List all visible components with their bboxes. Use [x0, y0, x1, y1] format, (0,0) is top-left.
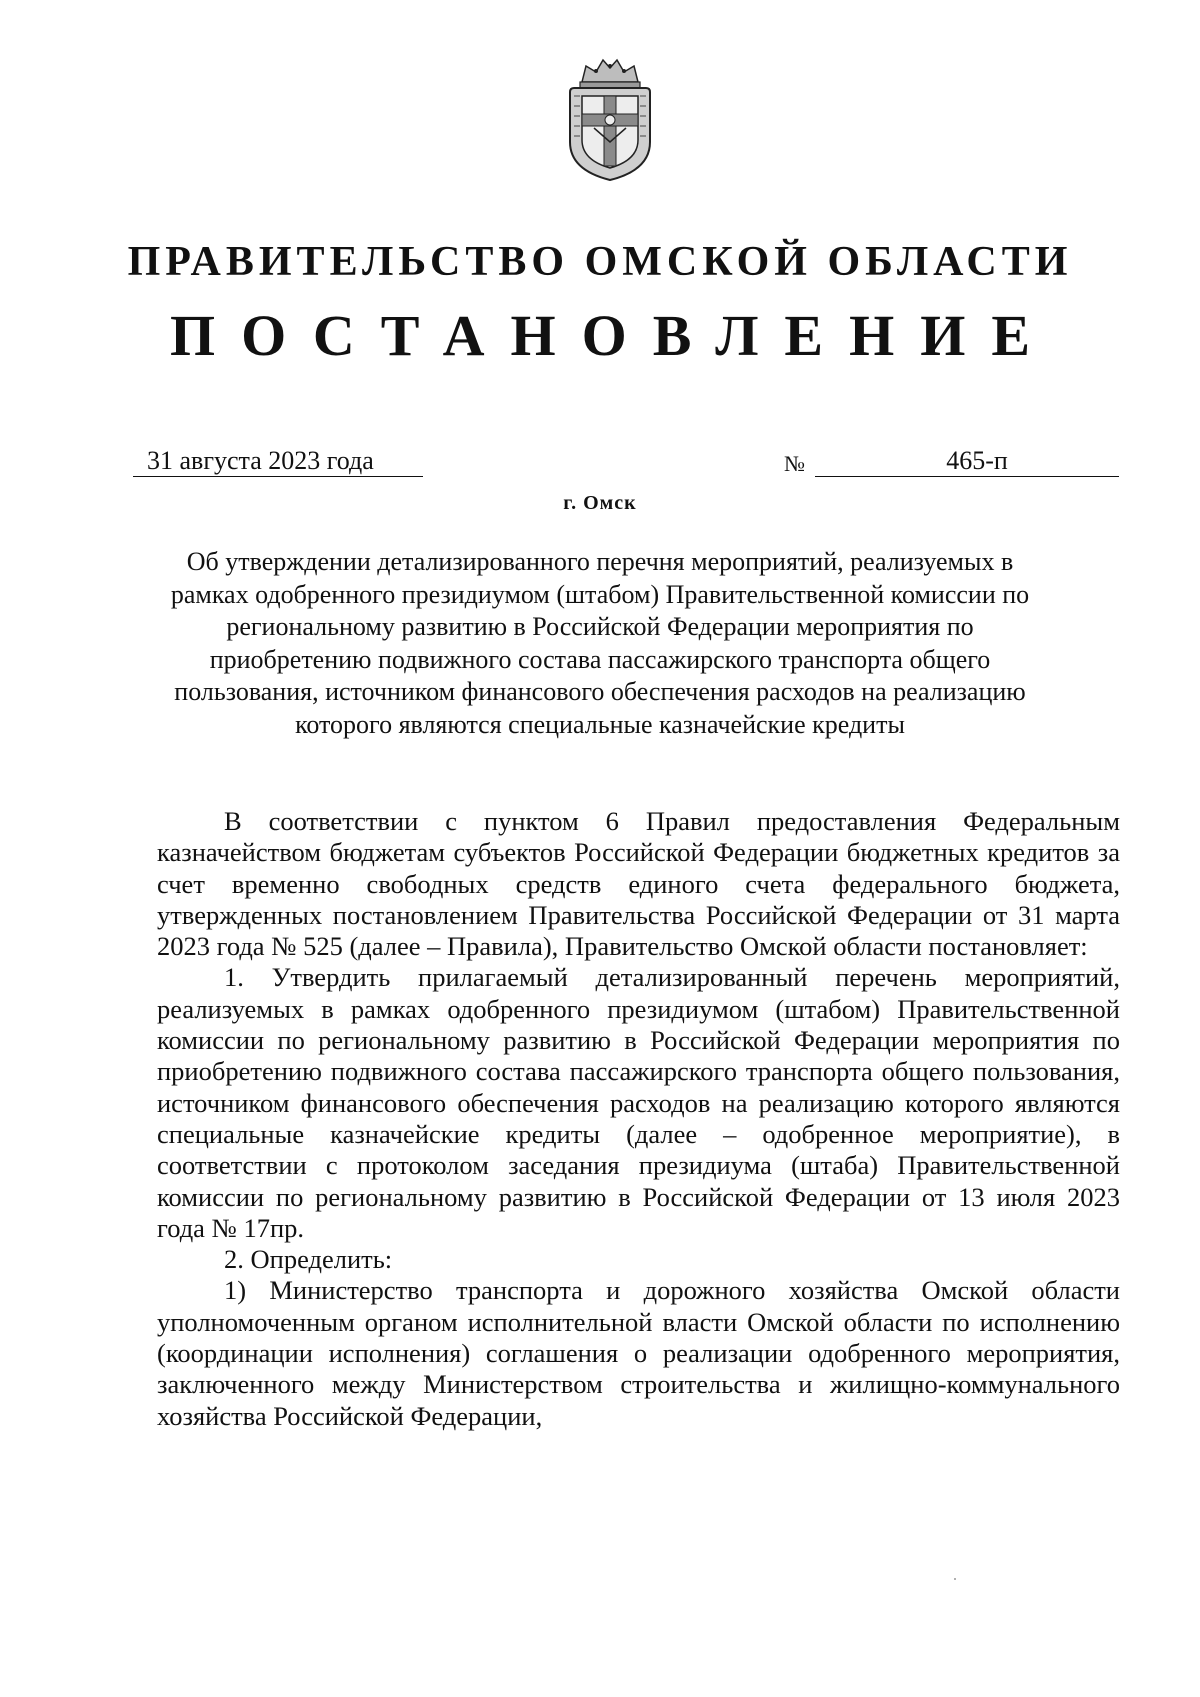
clause-2-item-1-paragraph: 1) Министерство транспорта и дорожного хозяйства Омской области уполномоченным органом исполнительной власти Омской области по исполнению (координации исполнения) соглашения о реализации одобренного мероприятия, заключенного между Министерством строительства и жилищно-коммунального хозяйства Российской Федерации, — [157, 1275, 1120, 1431]
document-date: 31 августа 2023 года — [133, 446, 423, 477]
document-number: 465-п — [815, 446, 1119, 477]
city-label: г. Омск — [563, 492, 637, 514]
preamble-paragraph: В соответствии с пунктом 6 Правил предоставления Федеральным казначейством бюджетам субъектов Российской Федерации бюджетных кредитов за счет временно свободных средств единого счета федерального бюджета, утвержденных постановлением Правительства Российской Федерации от 31 марта 2023 года № 525 (далее – Правила), Правительство Омской области постановляет: — [157, 806, 1120, 962]
coat-of-arms-icon — [560, 52, 660, 184]
document-subject: Об утверждении детализированного перечня мероприятий, реализуемых в рамках одобренного президиумом (штабом) Правительственной комиссии по региональному развитию в Российской Федерации мероприятия по приобретению подвижного состава пассажирского транспорта общего пользования, источником финансового обеспечения расходов на реализацию которого являются специальные казначейские кредиты — [170, 547, 1030, 739]
clause-1-paragraph: 1. Утвердить прилагаемый детализированный перечень мероприятий, реализуемых в рамках одобренного президиумом (штабом) Правительственной комиссии по региональному развитию в Российской Федерации мероприятия по приобретению подвижного состава пассажирского транспорта общего пользования, источником финансового обеспечения расходов на реализацию которого являются специальные казначейские кредиты (далее – одобренное мероприятие), в соответствии с протоколом заседания президиума (штаба) Правительственной комиссии по региональному развитию в Российской Федерации от 13 июля 2023 года № 17пр. — [157, 962, 1120, 1243]
organization-title: ПРАВИТЕЛЬСТВО ОМСКОЙ ОБЛАСТИ — [127, 239, 1073, 285]
number-sign: № — [784, 451, 805, 476]
document-type-title: ПОСТАНОВЛЕНИЕ — [169, 303, 1057, 368]
scan-artifact — [954, 1578, 956, 1580]
document-body — [157, 806, 1120, 1432]
clause-2-heading: 2. Определить: — [224, 1244, 393, 1275]
